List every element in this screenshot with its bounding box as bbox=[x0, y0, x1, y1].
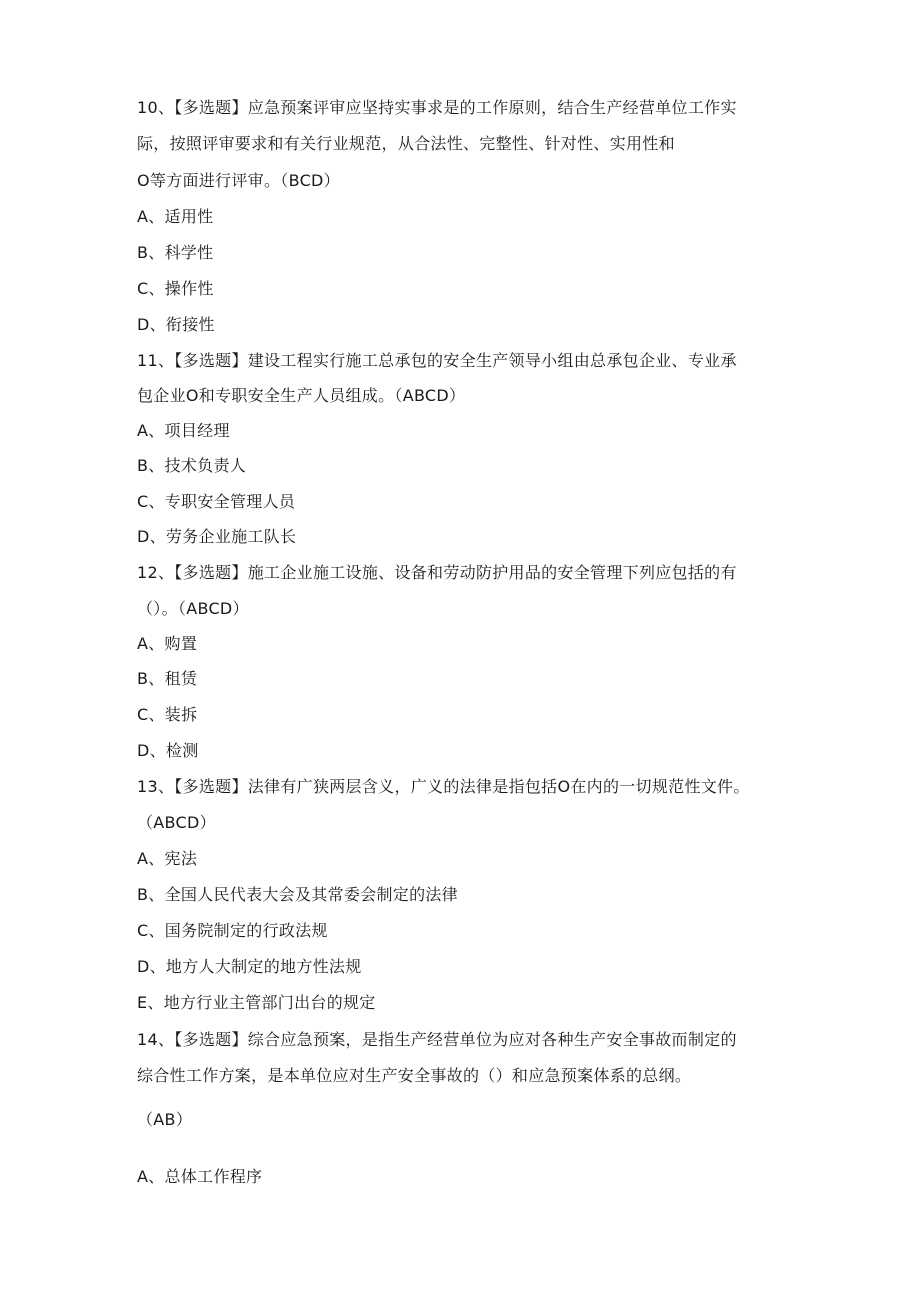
question-text-line: （）。（ABCD） bbox=[137, 599, 249, 618]
option-c: C、装拆 bbox=[137, 705, 198, 724]
question-text-line: 际，按照评审要求和有关行业规范，从合法性、完整性、针对性、实用性和 bbox=[137, 134, 675, 153]
question-text-line: 综合性工作方案，是本单位应对生产安全事故的（）和应急预案体系的总纲。 bbox=[137, 1066, 692, 1085]
option-b: B、技术负责人 bbox=[137, 456, 247, 475]
option-b: B、租赁 bbox=[137, 669, 198, 688]
option-c: C、专职安全管理人员 bbox=[137, 492, 296, 511]
option-b: B、全国人民代表大会及其常委会制定的法律 bbox=[137, 885, 458, 904]
option-d: D、劳务企业施工队长 bbox=[137, 527, 297, 546]
option-a: A、购置 bbox=[137, 634, 198, 653]
question-text-line: 10、【多选题】应急预案评审应坚持实事求是的工作原则，结合生产经营单位工作实 bbox=[137, 98, 737, 117]
option-a: A、适用性 bbox=[137, 207, 214, 226]
option-d: D、地方人大制定的地方性法规 bbox=[137, 957, 362, 976]
option-e: E、地方行业主管部门出台的规定 bbox=[137, 993, 376, 1012]
option-c: C、操作性 bbox=[137, 279, 214, 298]
option-a: A、总体工作程序 bbox=[137, 1167, 263, 1186]
question-text-line: 14、【多选题】综合应急预案，是指生产经营单位为应对各种生产安全事故而制定的 bbox=[137, 1030, 737, 1049]
question-text-line: （ABCD） bbox=[137, 813, 216, 832]
question-text-line: （AB） bbox=[137, 1110, 193, 1129]
question-text-line: 包企业O和专职安全生产人员组成。（ABCD） bbox=[137, 386, 466, 405]
question-text-line: 11、【多选题】建设工程实行施工总承包的安全生产领导小组由总承包企业、专业承 bbox=[137, 351, 737, 370]
option-b: B、科学性 bbox=[137, 243, 214, 262]
option-a: A、宪法 bbox=[137, 849, 198, 868]
option-d: D、检测 bbox=[137, 741, 199, 760]
option-d: D、衔接性 bbox=[137, 315, 215, 334]
question-text-line: 13、【多选题】法律有广狭两层含义，广义的法律是指包括O在内的一切规范性文件。 bbox=[137, 777, 750, 796]
option-a: A、项目经理 bbox=[137, 421, 230, 440]
question-text-line: O等方面进行评审。（BCD） bbox=[137, 171, 340, 190]
question-text-line: 12、【多选题】施工企业施工设施、设备和劳动防护用品的安全管理下列应包括的有 bbox=[137, 563, 737, 582]
option-c: C、国务院制定的行政法规 bbox=[137, 921, 328, 940]
